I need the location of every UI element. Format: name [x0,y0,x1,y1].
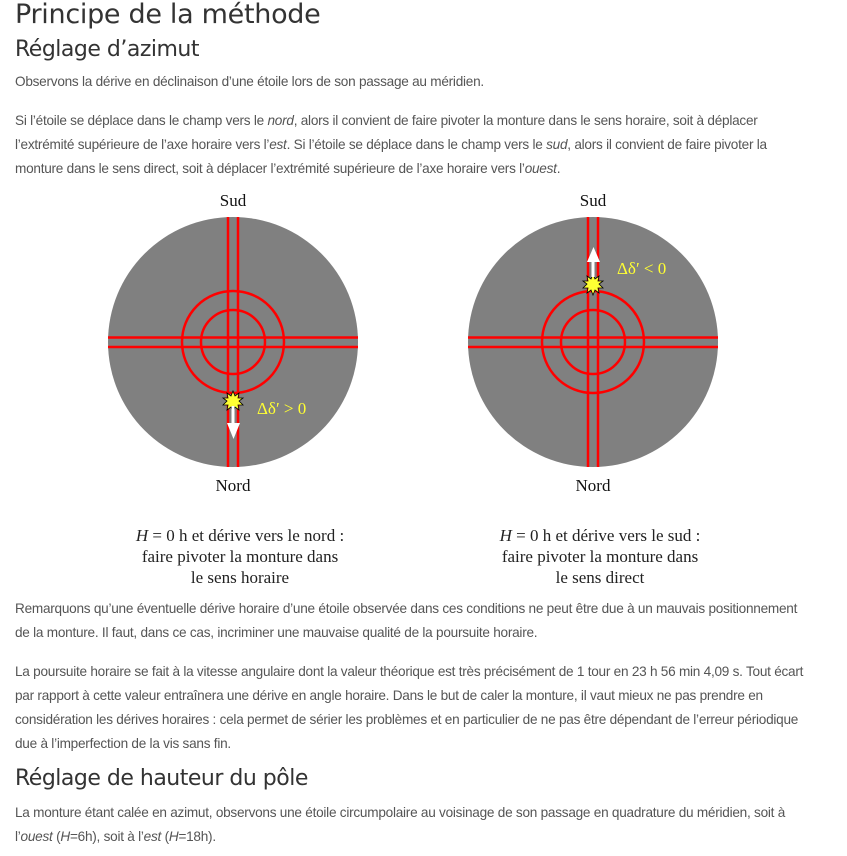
caption-variable: H [135,526,149,545]
emphasis-ouest: ouest [20,829,53,844]
section-heading-pole-height: Réglage de hauteur du pôle [15,766,308,791]
text-run: . [556,161,561,176]
emphasis-est: est [143,829,162,844]
text-run: ( [161,829,169,844]
reticle-diagram [100,210,366,476]
azimut-paragraph [15,109,815,181]
caption-line-3: le sens horaire [190,568,290,587]
text-run: Si l’étoile se déplace dans le champ vers le [15,113,268,128]
label-nord: Nord [215,476,251,495]
reticle-diagram [460,210,726,476]
caption-line-3: le sens direct [555,568,645,587]
caption-line-1 [450,525,750,546]
text-run: =6h), soit à l’ [69,829,144,844]
caption-line-2: faire pivoter la monture dans [501,547,699,566]
emphasis-h: H [168,829,179,844]
emphasis-sud: sud [546,137,568,152]
caption-line-1 [90,525,390,546]
figure-caption [450,525,750,588]
tracking-paragraph: La poursuite horaire se fait à la vitesse angulaire dont la valeur théorique est très précisément de 1 tour en 23 h 56 min 4,09 s. Tout écart par rapport à cette valeur entraînera une dérive en angle horaire. Dans le but de caler la monture, il vaut mieux ne pas prendre en considération les dérives horaires : cela permet de sérier les problèmes et en particulier de ne pas être dépendant de l’erreur périodique due à l’imperfection de la vis sans fin. [15,664,804,751]
text-run: . Si l’étoile se déplace dans le champ vers le [286,137,547,152]
label-sud: Sud [219,191,247,210]
emphasis-nord: nord [267,113,294,128]
delta-label: Δδ′ > 0 [257,399,307,418]
text-run: ( [52,829,61,844]
pole-height-paragraph [15,801,815,849]
text-run: La monture étant calée en azimut, observons une étoile circumpolaire au voisinage de son passage en quadrature du méridien, soit à l’ [15,805,786,844]
delta-label: Δδ′ < 0 [617,259,667,278]
caption-text: = 0 h et dérive vers le sud : [511,526,701,545]
caption-line-2: faire pivoter la monture dans [141,547,339,566]
text-run: , alors il convient de faire pivoter la monture dans le sens horaire, soit à déplacer l’extrémité supérieure de l’axe horaire vers l’ [15,113,758,152]
label-nord: Nord [575,476,611,495]
text-run: =18h). [178,829,216,844]
caption-text: = 0 h et dérive vers le nord : [148,526,345,545]
emphasis-est: est [269,137,287,152]
figure-caption [90,525,390,588]
section-heading-azimut: Réglage d’azimut [15,37,199,62]
caption-variable: H [499,526,512,545]
label-sud: Sud [579,191,607,210]
text-run: , alors il convient de faire pivoter la monture dans le sens direct, soit à déplacer l’extrémité supérieure de l’axe horaire vers l’ [15,137,767,176]
intro-paragraph: Observons la dérive en déclinaison d’une étoile lors de son passage au méridien. [15,74,484,89]
emphasis-h: H [60,829,70,844]
remark-paragraph: Remarquons qu’une éventuelle dérive horaire d’une étoile observée dans ces conditions ne peut être due à un mauvais positionnement de la monture. Il faut, dans ce cas, incriminer une mauvaise qualité de la poursuite horaire. [15,601,798,640]
emphasis-ouest: ouest [524,161,557,176]
page-title: Principe de la méthode [15,0,321,30]
